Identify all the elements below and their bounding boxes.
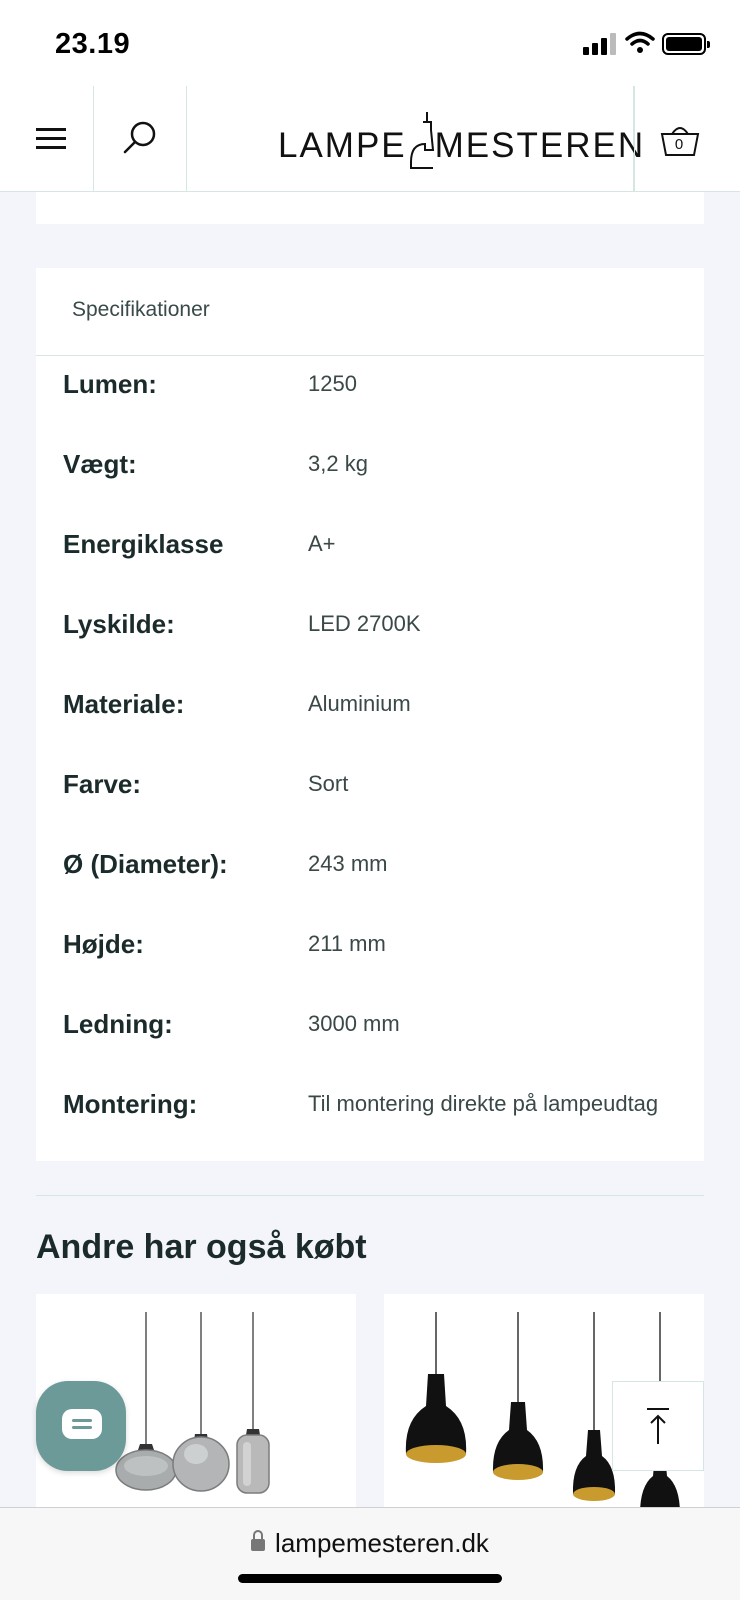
logo-text-right: MESTEREN	[434, 126, 646, 165]
spec-value: 3000 mm	[308, 1011, 400, 1036]
spec-label: Farve:	[63, 769, 142, 799]
spec-value: LED 2700K	[308, 611, 421, 636]
search-icon	[120, 118, 160, 158]
arrow-up-to-top-icon	[643, 1406, 673, 1446]
spec-value: 211 mm	[308, 931, 386, 956]
cart-count: 0	[674, 136, 684, 153]
cellular-signal-icon	[583, 31, 619, 55]
spec-value: 1250	[308, 371, 357, 396]
spec-value: Til montering direkte på lampeudtag	[308, 1091, 659, 1116]
status-time: 23.19	[55, 28, 131, 60]
search-button[interactable]	[94, 86, 187, 192]
divider	[36, 355, 704, 356]
spec-label: Ø (Diameter):	[63, 849, 228, 879]
spec-label: Energiklasse	[63, 529, 224, 559]
spec-value: Aluminium	[308, 691, 411, 716]
spec-label: Lumen:	[63, 369, 157, 399]
spec-label: Vægt:	[63, 449, 137, 479]
cart-icon[interactable]	[660, 122, 704, 158]
status-bar	[0, 0, 740, 86]
spec-value: 3,2 kg	[308, 451, 368, 476]
site-logo[interactable]	[278, 124, 645, 166]
spec-label: Montering:	[63, 1089, 198, 1119]
spec-label: Materiale:	[63, 689, 185, 719]
hamburger-icon	[36, 128, 66, 150]
lamp-logo-icon	[407, 110, 437, 172]
menu-button[interactable]	[0, 86, 94, 192]
url-text: lampemesteren.dk	[275, 1528, 489, 1558]
related-products-title: Andre har også købt	[36, 1228, 367, 1266]
chat-bubble-icon	[62, 1409, 102, 1439]
spec-label: Lyskilde:	[63, 609, 175, 639]
back-to-top-button[interactable]	[612, 1381, 704, 1471]
logo-text-left: LAMPE	[278, 126, 407, 165]
specifications-title: Specifikationer	[72, 298, 210, 321]
lock-icon	[251, 1536, 265, 1553]
home-indicator[interactable]	[238, 1574, 502, 1583]
previous-card	[36, 192, 704, 224]
chat-button[interactable]	[36, 1381, 126, 1471]
spec-label: Højde:	[63, 929, 144, 959]
battery-icon	[662, 33, 706, 55]
spec-value: Sort	[308, 771, 349, 796]
spec-value: A+	[308, 531, 336, 556]
spec-value: 243 mm	[308, 851, 388, 876]
wifi-icon	[625, 30, 655, 54]
spec-label: Ledning:	[63, 1009, 173, 1039]
browser-address-bar[interactable]	[0, 1507, 740, 1600]
section-divider	[36, 1195, 704, 1196]
site-header	[0, 86, 740, 192]
